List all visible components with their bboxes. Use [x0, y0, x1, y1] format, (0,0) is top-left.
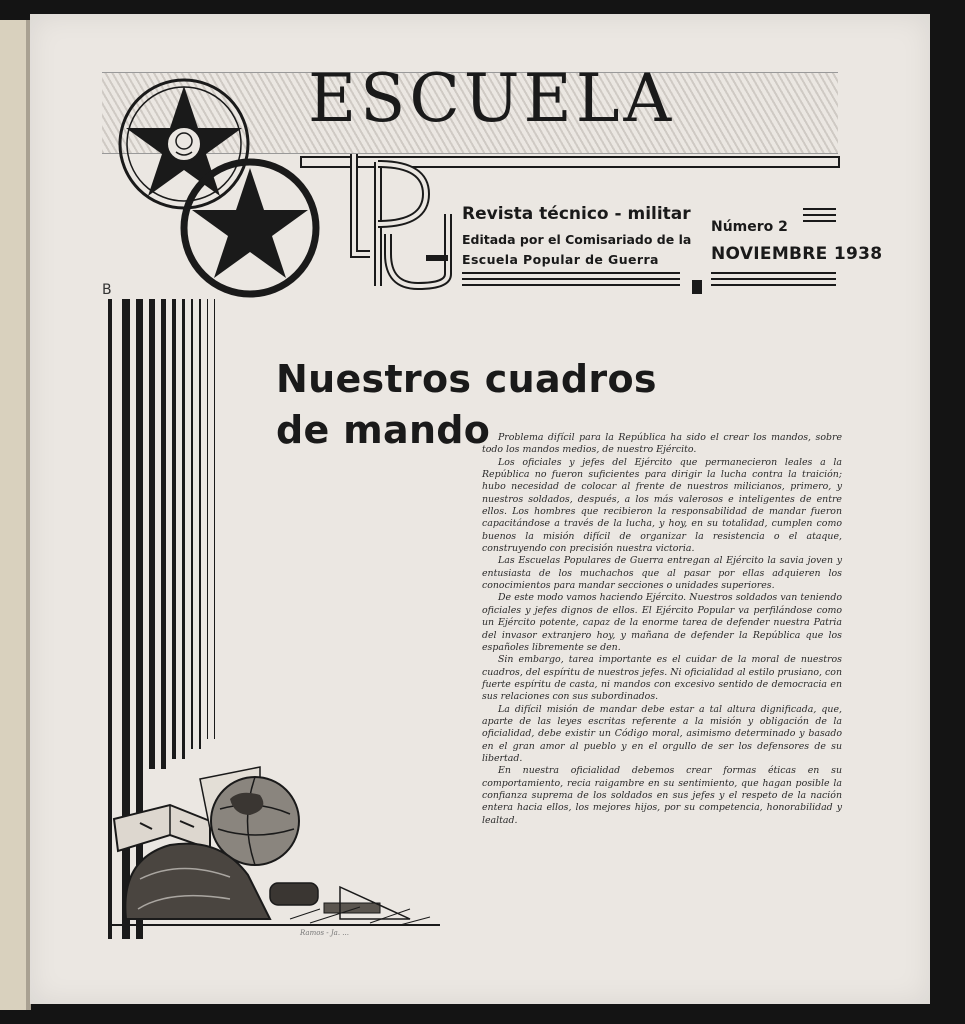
issue-rule [711, 278, 836, 280]
issue-rule [803, 214, 836, 216]
subtitle-line-2: Editada por el Comisariado de la [462, 232, 692, 247]
subtitle-line-1: Revista técnico - militar [462, 204, 691, 224]
vertical-stripe [214, 299, 215, 739]
article-paragraph: La difícil misión de mandar debe estar a tal altura dignificada, que, aparte de las leyes escritas referente a la misión y obligación de la oficialidad, debe existir un Código moral, asimismo determinado y basado en el gran amor al pueblo y en el orgullo de ser los defensores de su libertad. [482, 703, 842, 764]
star-emblem-icon [114, 78, 324, 303]
issue-rule [711, 284, 836, 286]
article-paragraph: En nuestra oficialidad debemos crear formas éticas en su comportamiento, recia raigambre en su sentimiento, que hagan posible la confianza suprema de los soldados en sus jefes y el respeto de la nación entera hacia ellos, los mejores hijos, por su competencia, honorabilidad y lealtad. [482, 765, 842, 826]
article-paragraph: Problema difícil para la República ha sido el crear los mandos, sobre todo los mandos medios, de nuestro Ejército. [482, 432, 842, 456]
epg-monogram-icon [348, 154, 458, 294]
subtitle-rule [462, 284, 680, 286]
headline-line-1: Nuestros cuadros [276, 357, 657, 401]
vertical-stripe [199, 299, 201, 749]
helmet-globe-book-illustration [110, 759, 440, 931]
article-body [482, 432, 842, 827]
masthead-title: ESCUELA [308, 60, 676, 137]
article-paragraph: Sin embargo, tarea importante es el cuidar de la moral de nuestros cuadros, del espíritu de nuestros jefes. Ni oficialidad al estilo prusiano, con fuerte espíritu de casta, ni mandos con excesivo sentido de democracia en sus relaciones con sus subordinados. [482, 654, 842, 703]
magazine-page [30, 14, 930, 1004]
headline-line-2: de mando [276, 408, 491, 453]
vertical-stripe [182, 299, 185, 759]
vertical-stripe [172, 299, 176, 759]
vertical-stripe [149, 299, 155, 769]
subtitle-rule [462, 272, 680, 274]
issue-date: NOVIEMBRE 1938 [711, 244, 883, 264]
article-paragraph: Las Escuelas Populares de Guerra entregan al Ejército la savia joven y entusiasta de los muchachos que al pasar por ellas adquieren los conocimientos para mandar secciones o unidades superiores. [482, 555, 842, 592]
vertical-stripe [161, 299, 166, 769]
subtitle-line-3: Escuela Popular de Guerra [462, 252, 659, 267]
issue-number: Número 2 [711, 219, 788, 235]
subtitle-rule [462, 278, 680, 280]
corner-mark: B [102, 282, 112, 298]
divider-block [692, 280, 702, 294]
issue-rule [803, 220, 836, 222]
artist-signature: Ramos - Ja. ... [300, 929, 349, 937]
vertical-stripe [207, 299, 208, 739]
issue-rule [711, 272, 836, 274]
vertical-stripe [191, 299, 193, 749]
issue-rule [803, 208, 836, 210]
article-paragraph: De este modo vamos haciendo Ejército. Nuestros soldados van teniendo oficiales y jefes dignos de ellos. El Ejército Popular va perfilándose como un Ejército potente, capaz de la enorme tarea de defender nuestra Patria del invasor extranjero hoy, y mañana de defender la República que los españoles libremente se den. [482, 592, 842, 653]
article-paragraph: Los oficiales y jefes del Ejército que permanecieron leales a la República no fueron suficientes para dirigir la lucha contra la traición; hubo necesidad de colocar al frente de nuestros milicianos, primero, y nuestros soldados, después, a los más valerosos e inteligentes de entre ellos. Los hombres que recibieron la responsabilidad de mandar fueron capacitándose a través de la lucha, y hoy, en su totalidad, cumplen como buenos la misión difícil de organizar la resistencia o el ataque, construyendo con precisión nuestra victoria. [482, 456, 842, 555]
